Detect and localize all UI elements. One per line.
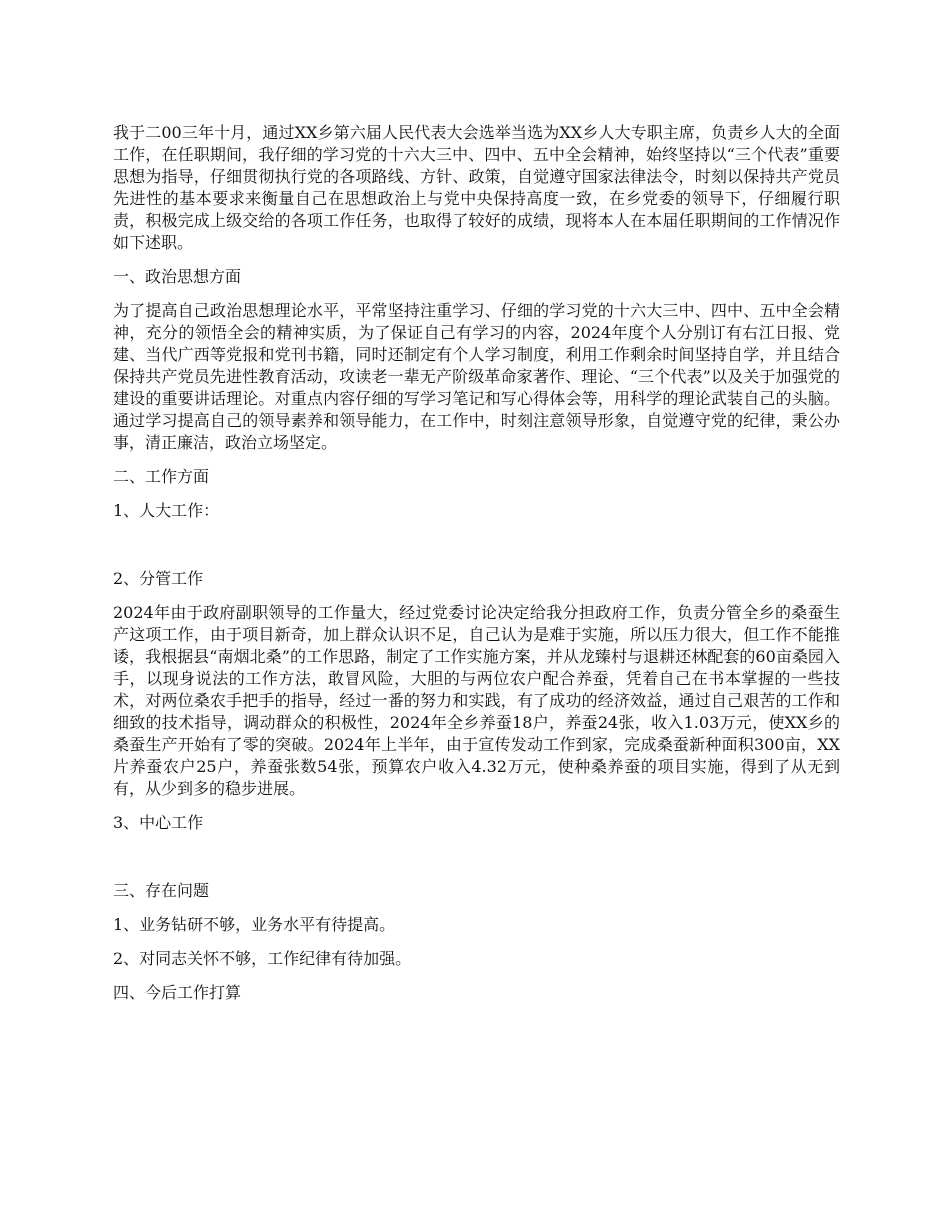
document-page — [113, 122, 840, 1016]
intro-paragraph: 我于二00三年十月，通过XX乡第六届人民代表大会选举当选为XX乡人大专职主席，负责乡人大的全面工作，在任职期间，我仔细的学习党的十六大三中、四中、五中全会精神，始终坚持以“三个代表”重要思想为指导，仔细贯彻执行党的各项路线、方针、政策，自觉遵守国家法律法令，时刻以保持共产党员先进性的基本要求来衡量自己在思想政治上与党中央保持高度一致，在乡党委的领导下，仔细履行职责，积极完成上级交给的各项工作任务，也取得了较好的成绩，现将本人在本届任职期间的工作情况作如下述职。 — [113, 123, 840, 252]
subheading-central-work: 3、中心工作 — [113, 813, 204, 832]
political-paragraph: 为了提高自己政治思想理论水平，平常坚持注重学习、仔细的学习党的十六大三中、四中、五中全会精神，充分的领悟全会的精神实质，为了保证自己有学习的内容，2024年度个人分别订有右江日报、党建、当代广西等党报和党刊书籍，同时还制定有个人学习制度，利用工作剩余时间坚持自学，并且结合保持共产党员先进性教育活动，攻读老一辈无产阶级革命家著作、理论、“三个代表”以及关于加强党的建设的重要讲话理论。对重点内容仔细的写学习笔记和写心得体会等，用科学的理论武装自己的头脑。通过学习提高自己的领导素养和领导能力，在工作中，时刻注意领导形象，自觉遵守党的纪律，秉公办事，清正廉洁，政治立场坚定。 — [113, 301, 840, 452]
section-heading-political: 一、政治思想方面 — [113, 267, 242, 286]
subheading-npc-work: 1、人大工作： — [113, 501, 220, 520]
subheading-managed-work: 2、分管工作 — [113, 569, 204, 588]
managed-work-paragraph: 2024年由于政府副职领导的工作量大，经过党委讨论决定给我分担政府工作，负责分管全乡的桑蚕生产这项工作，由于项目新奇，加上群众认识不足，自己认为是难于实施，所以压力很大，但工作不能推诿，我根据县“南烟北桑”的工作思路，制定了工作实施方案，并从龙臻村与退耕还林配套的60亩桑园入手，以现身说法的工作方法，敢冒风险，大胆的与两位农户配合养蚕，凭着自己在书本掌握的一些技术，对两位桑农手把手的指导，经过一番的努力和实践，有了成功的经济效益，通过自己艰苦的工作和细致的技术指导，调动群众的积极性，2024年全乡养蚕18户，养蚕24张，收入1.03万元，使XX乡的桑蚕生产开始有了零的突破。2024年上半年，由于宣传发动工作到家，完成桑蚕新种面积300亩，XX片养蚕农户25户，养蚕张数54张，预算农户收入4.32万元，使种桑养蚕的项目实施，得到了从无到有，从少到多的稳步进展。 — [113, 603, 840, 798]
problem-item-2: 2、对同志关怀不够，工作纪律有待加强。 — [113, 949, 412, 968]
section-heading-work: 二、工作方面 — [113, 467, 210, 486]
problem-item-1: 1、业务钻研不够，业务水平有待提高。 — [113, 915, 396, 934]
section-heading-future-plans: 四、今后工作打算 — [113, 983, 242, 1002]
section-heading-problems: 三、存在问题 — [113, 881, 210, 900]
